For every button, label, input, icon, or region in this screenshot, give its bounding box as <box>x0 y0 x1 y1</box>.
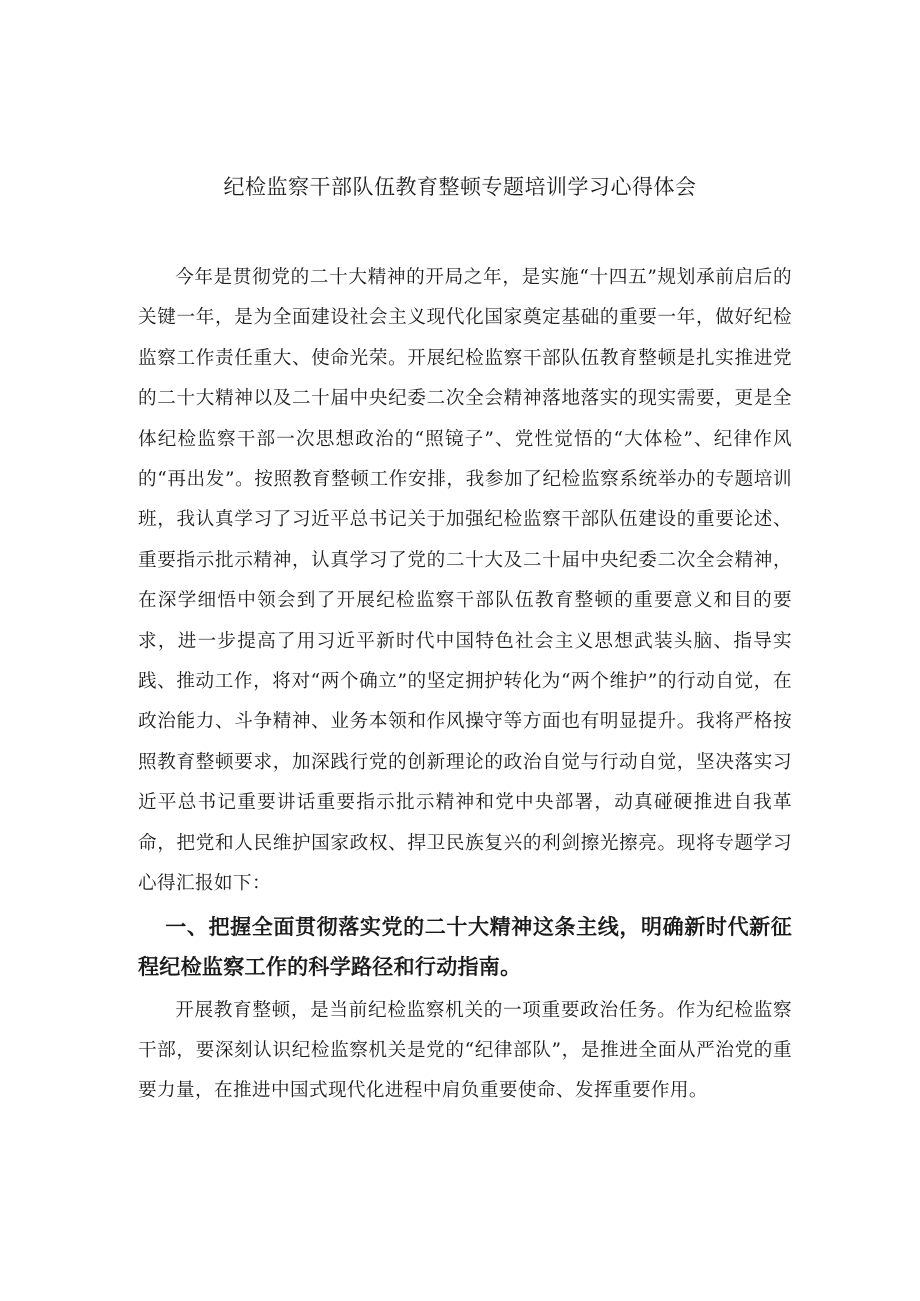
document-body <box>138 258 792 1112</box>
intro-paragraph: 今年是贯彻党的二十大精神的开局之年，是实施“十四五”规划承前启后的关键一年，是为全面建设社会主义现代化国家奠定基础的重要一年，做好纪检监察工作责任重大、使命光荣。开展纪检监察干部队伍教育整顿是扎实推进党的二十大精神以及二十届中央纪委二次全会精神落地落实的现实需要，更是全体纪检监察干部一次思想政治的“照镜子”、党性觉悟的“大体检”、纪律作风的“再出发”。按照教育整顿工作安排，我参加了纪检监察系统举办的专题培训班，我认真学习了习近平总书记关于加强纪检监察干部队伍建设的重要论述、重要指示批示精神，认真学习了党的二十大及二十届中央纪委二次全会精神，在深学细悟中领会到了开展纪检监察干部队伍教育整顿的重要意义和目的要求，进一步提高了用习近平新时代中国特色社会主义思想武装头脑、指导实践、推动工作，将对“两个确立”的坚定拥护转化为“两个维护”的行动自觉，在政治能力、斗争精神、业务本领和作风操守等方面也有明显提升。我将严格按照教育整顿要求，加深践行党的创新理论的政治自觉与行动自觉，坚决落实习近平总书记重要讲话重要指示批示精神和党中央部署，动真碰硬推进自我革命，把党和人民维护国家政权、捍卫民族复兴的利剑擦光擦亮。现将专题学习心得汇报如下： <box>138 267 792 895</box>
section-heading-1: 一、把握全面贯彻落实党的二十大精神这条主线，明确新时代新征程纪检监察工作的科学路径和行动指南。 <box>138 914 792 979</box>
document-title: 纪检监察干部队伍教育整顿专题培训学习心得体会 <box>223 175 697 199</box>
section-1-paragraph: 开展教育整顿，是当前纪检监察机关的一项重要政治任务。作为纪检监察干部，要深刻认识纪检监察机关是党的“纪律部队”，是推进全面从严治党的重要力量，在推进中国式现代化进程中肩负重要使命、发挥重要作用。 <box>138 999 792 1102</box>
